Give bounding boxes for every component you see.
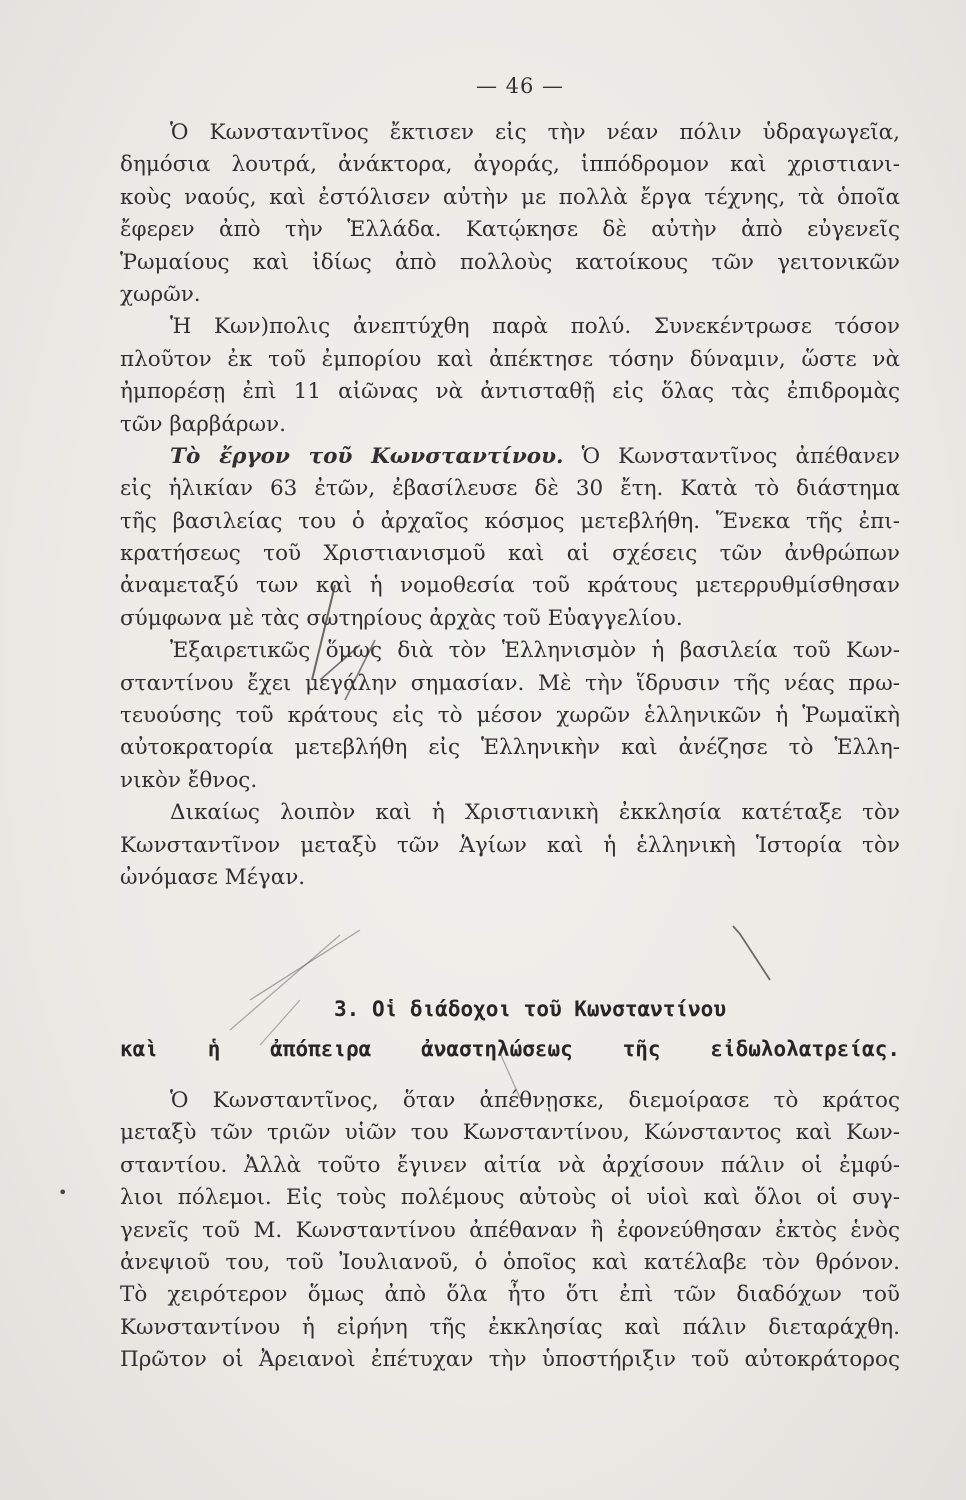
text-line: Δικαίως λοιπὸν καὶ ἡ Χριστιανικὴ ἐκκλησία κατέταξε τὸν	[170, 800, 900, 826]
paragraph-group-1	[120, 117, 900, 441]
section-heading-line-2: καὶ ἡ ἀπόπειρα ἀναστηλώσεως τῆς εἰδωλολατρείας.	[120, 1037, 900, 1061]
paragraph-group-2	[120, 473, 900, 894]
text-line: γενεῖς τοῦ Μ. Κωνσταντίνου ἀπέθαναν ἢ ἐφονεύθησαν ἐκτὸς ἑνὸς	[120, 1217, 900, 1243]
text-line: πλοῦτον ἐκ τοῦ ἐμπορίου καὶ ἀπέκτησε τόσην δύναμιν, ὥστε νὰ	[120, 346, 900, 372]
text-line: Ῥωμαίους καὶ ἰδίως ἀπὸ πολλοὺς κατοίκους τῶν γειτονικῶν	[120, 249, 900, 275]
text-line: Κωνσταντῖνον μεταξὺ τῶν Ἁγίων καὶ ἡ ἑλληνικὴ Ἱστορία τὸν	[120, 832, 900, 858]
text-line: σταντίου. Ἀλλὰ τοῦτο ἔγινεν αἰτία νὰ ἀρχίσουν πάλιν οἱ ἐμφύ-	[120, 1152, 900, 1178]
text-line: λιοι πόλεμοι. Εἰς τοὺς πολέμους αὐτοὺς οἱ υἱοὶ καὶ ὅλοι οἱ συγ-	[120, 1185, 900, 1211]
text-line: Τὸ χειρότερον ὅμως ἀπὸ ὅλα ἦτο ὅτι ἐπὶ τῶν διαδόχων τοῦ	[120, 1282, 900, 1308]
text-line-subtitle	[120, 441, 900, 473]
margin-dot: •	[58, 1183, 68, 1202]
text-line: Ὁ Κωνσταντῖνος, ὅταν ἀπέθνῃσκε, διεμοίρασε τὸ κράτος	[170, 1088, 900, 1113]
text-line: δημόσια λουτρά, ἀνάκτορα, ἀγοράς, ἱππόδρομον καὶ χριστιανι-	[120, 152, 900, 178]
paragraph-group-3	[120, 1085, 900, 1377]
page-number: — 46 —	[475, 74, 565, 98]
text-line: Ὁ Κωνσταντῖνος ἔκτισεν εἰς τὴν νέαν πόλιν ὑδραγωγεῖα,	[170, 120, 900, 145]
body-text-bottom	[120, 1085, 900, 1377]
text-line: κοὺς ναούς, καὶ ἐστόλισεν αὐτὴν με πολλὰ ἔργα τέχνης, τὰ ὁποῖα	[120, 184, 900, 210]
section-heading-line-1: 3. Οἱ διάδοχοι τοῦ Κωνσταντίνου	[334, 997, 726, 1021]
text-line: Ἐξαιρετικῶς ὅμως διὰ τὸν Ἑλληνισμὸν ἡ βασιλεία τοῦ Κων-	[170, 638, 900, 664]
text-line: ἠμπορέσῃ ἐπὶ 11 αἰῶνας νὰ ἀντισταθῇ εἰς ὅλας τὰς ἐπιδρομὰς	[120, 379, 900, 405]
text-line: Κωνσταντίνου ἡ εἰρήνη τῆς ἐκκλησίας καὶ πάλιν διεταράχθη.	[120, 1314, 900, 1340]
text-line: αὐτοκρατορία μετεβλήθη εἰς Ἑλληνικὴν καὶ ἀνέζησε τὸ Ἑλλη-	[120, 735, 900, 761]
text-line: ἀνεψιοῦ του, τοῦ Ἰουλιανοῦ, ὁ ὁποῖος καὶ κατέλαβε τὸν θρόνον.	[120, 1249, 900, 1275]
section-subtitle: Τὸ ἔργον τοῦ Κωνσταντίνου.	[170, 443, 564, 469]
text-line: ἀναμεταξύ των καὶ ἡ νομοθεσία τοῦ κράτους μετερρυθμίσθησαν	[120, 573, 900, 599]
text-line: τῶν βαρβάρων.	[120, 411, 286, 437]
text-line: τευούσης τοῦ κράτους εἰς τὸ μέσον χωρῶν ἑλληνικῶν ἡ Ῥωμαϊκὴ	[120, 703, 900, 729]
text-line: Ἡ Κων)πολις ἀνεπτύχθη παρὰ πολύ. Συνεκέντρωσε τόσον	[170, 314, 900, 340]
text-line: κρατήσεως τοῦ Χριστιανισμοῦ καὶ αἱ σχέσεις τῶν ἀνθρώπων	[120, 541, 900, 567]
section-heading	[120, 989, 900, 1069]
text-line: ἔφερεν ἀπὸ τὴν Ἑλλάδα. Κατῴκησε δὲ αὐτὴν ἀπὸ εὐγενεῖς	[120, 217, 900, 243]
text-line: σύμφωνα μὲ τὰς σωτηρίους ἀρχὰς τοῦ Εὐαγγελίου.	[120, 605, 683, 631]
text-line: μεταξὺ τῶν τριῶν υἱῶν του Κωνσταντίνου, Κώνσταντος καὶ Κων-	[120, 1120, 900, 1146]
subtitle-rest: Ὁ Κωνσταντῖνος ἀπέθανεν	[563, 443, 900, 469]
text-line: τῆς βασιλείας του ὁ ἀρχαῖος κόσμος μετεβλήθη. Ἕνεκα τῆς ἐπι-	[120, 508, 900, 534]
text-line: Πρῶτον οἱ Ἀρειανοὶ ἐπέτυχαν τὴν ὑποστήριξιν τοῦ αὐτοκράτορος	[120, 1347, 900, 1373]
text-line: σταντίνου ἔχει μεγάλην σημασίαν. Μὲ τὴν ἵδρυσιν τῆς νέας πρω-	[120, 670, 900, 696]
text-line: εἰς ἡλικίαν 63 ἐτῶν, ἐβασίλευσε δὲ 30 ἔτη. Κατὰ τὸ διάστημα	[120, 476, 900, 502]
text-line: νικὸν ἔθνος.	[120, 767, 258, 793]
body-text-top	[120, 117, 900, 894]
text-line: χωρῶν.	[120, 281, 201, 307]
text-line: ὠνόμασε Μέγαν.	[120, 864, 306, 890]
